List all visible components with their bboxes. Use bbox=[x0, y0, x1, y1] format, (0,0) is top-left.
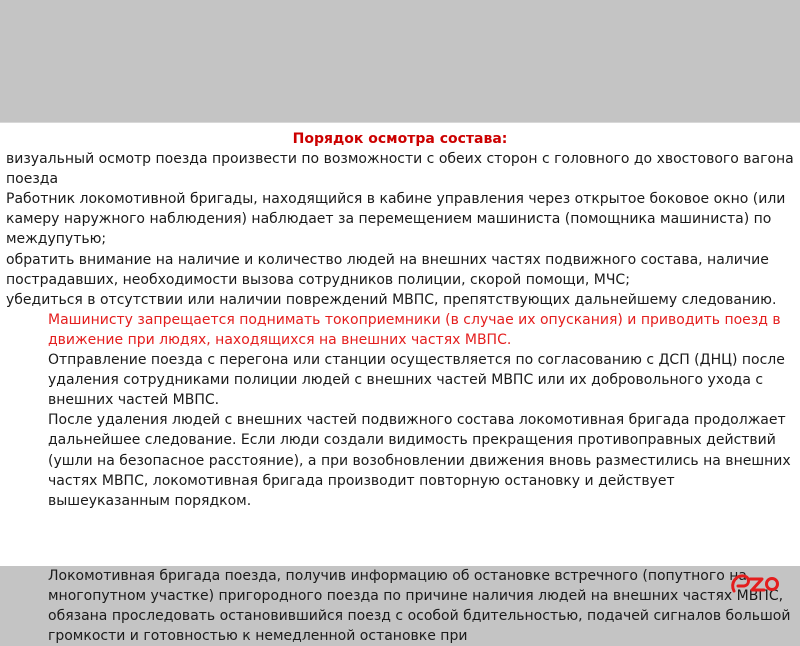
warning-paragraph: Машинисту запрещается поднимать токоприемники (в случае их опускания) и приводить поезд в движение при людях, находящихся на внешних частях МВПС. bbox=[48, 311, 781, 348]
slide-content bbox=[0, 122, 800, 567]
slide-title: Порядок осмотра состава: bbox=[292, 131, 508, 147]
paragraph-after-removal: После удаления людей с внешних частей подвижного состава локомотивная бригада продолжает дальнейшее следование. Если люди создали видимость прекращения противоправных действий (ушли на безопасное расстояние), а при возобновлении движения вновь разместились на внешних частях МВПС, локомотивная бригада производит повторную остановку и действует вышеуказанным порядком. bbox=[48, 412, 791, 509]
paragraph-overflow: Локомотивная бригада поезда, получив информацию об остановке встречного (попутного на многопутном участке) пригородного поезда по причине наличия людей на внешних частях МВПС, обязана проследовать остановившийся поезд с особой бдительностью, подачей сигналов большой громкости и готовностью к немедленной остановке при bbox=[48, 568, 791, 645]
top-gray-band bbox=[0, 0, 800, 122]
text-block bbox=[6, 129, 794, 511]
paragraph-inspection: визуальный осмотр поезда произвести по возможности с обеих сторон с головного до хвостового вагона поезда bbox=[6, 151, 794, 188]
paragraph-crew-observation: Работник локомотивной бригады, находящийся в кабине управления через открытое боковое окно (или камеру наружного наблюдения) наблюдает за перемещением машиниста (помощника машиниста) по междупутью; bbox=[6, 191, 786, 248]
rzd-logo-icon bbox=[728, 571, 780, 595]
paragraph-damage-check: убедиться в отсутствии или наличии повреждений МВПС, препятствующих дальнейшему следованию. bbox=[6, 291, 777, 308]
paragraph-departure: Отправление поезда с перегона или станции осуществляется по согласованию с ДСП (ДНЦ) после удаления сотрудниками полиции людей с внешних частей МВПС или их добровольного ухода с внешних частей МВПС. bbox=[48, 352, 785, 409]
paragraph-attention: обратить внимание на наличие и количество людей на внешних частях подвижного состава, наличие пострадавших, необходимости вызова сотрудников полиции, скорой помощи, МЧС; bbox=[6, 251, 769, 288]
